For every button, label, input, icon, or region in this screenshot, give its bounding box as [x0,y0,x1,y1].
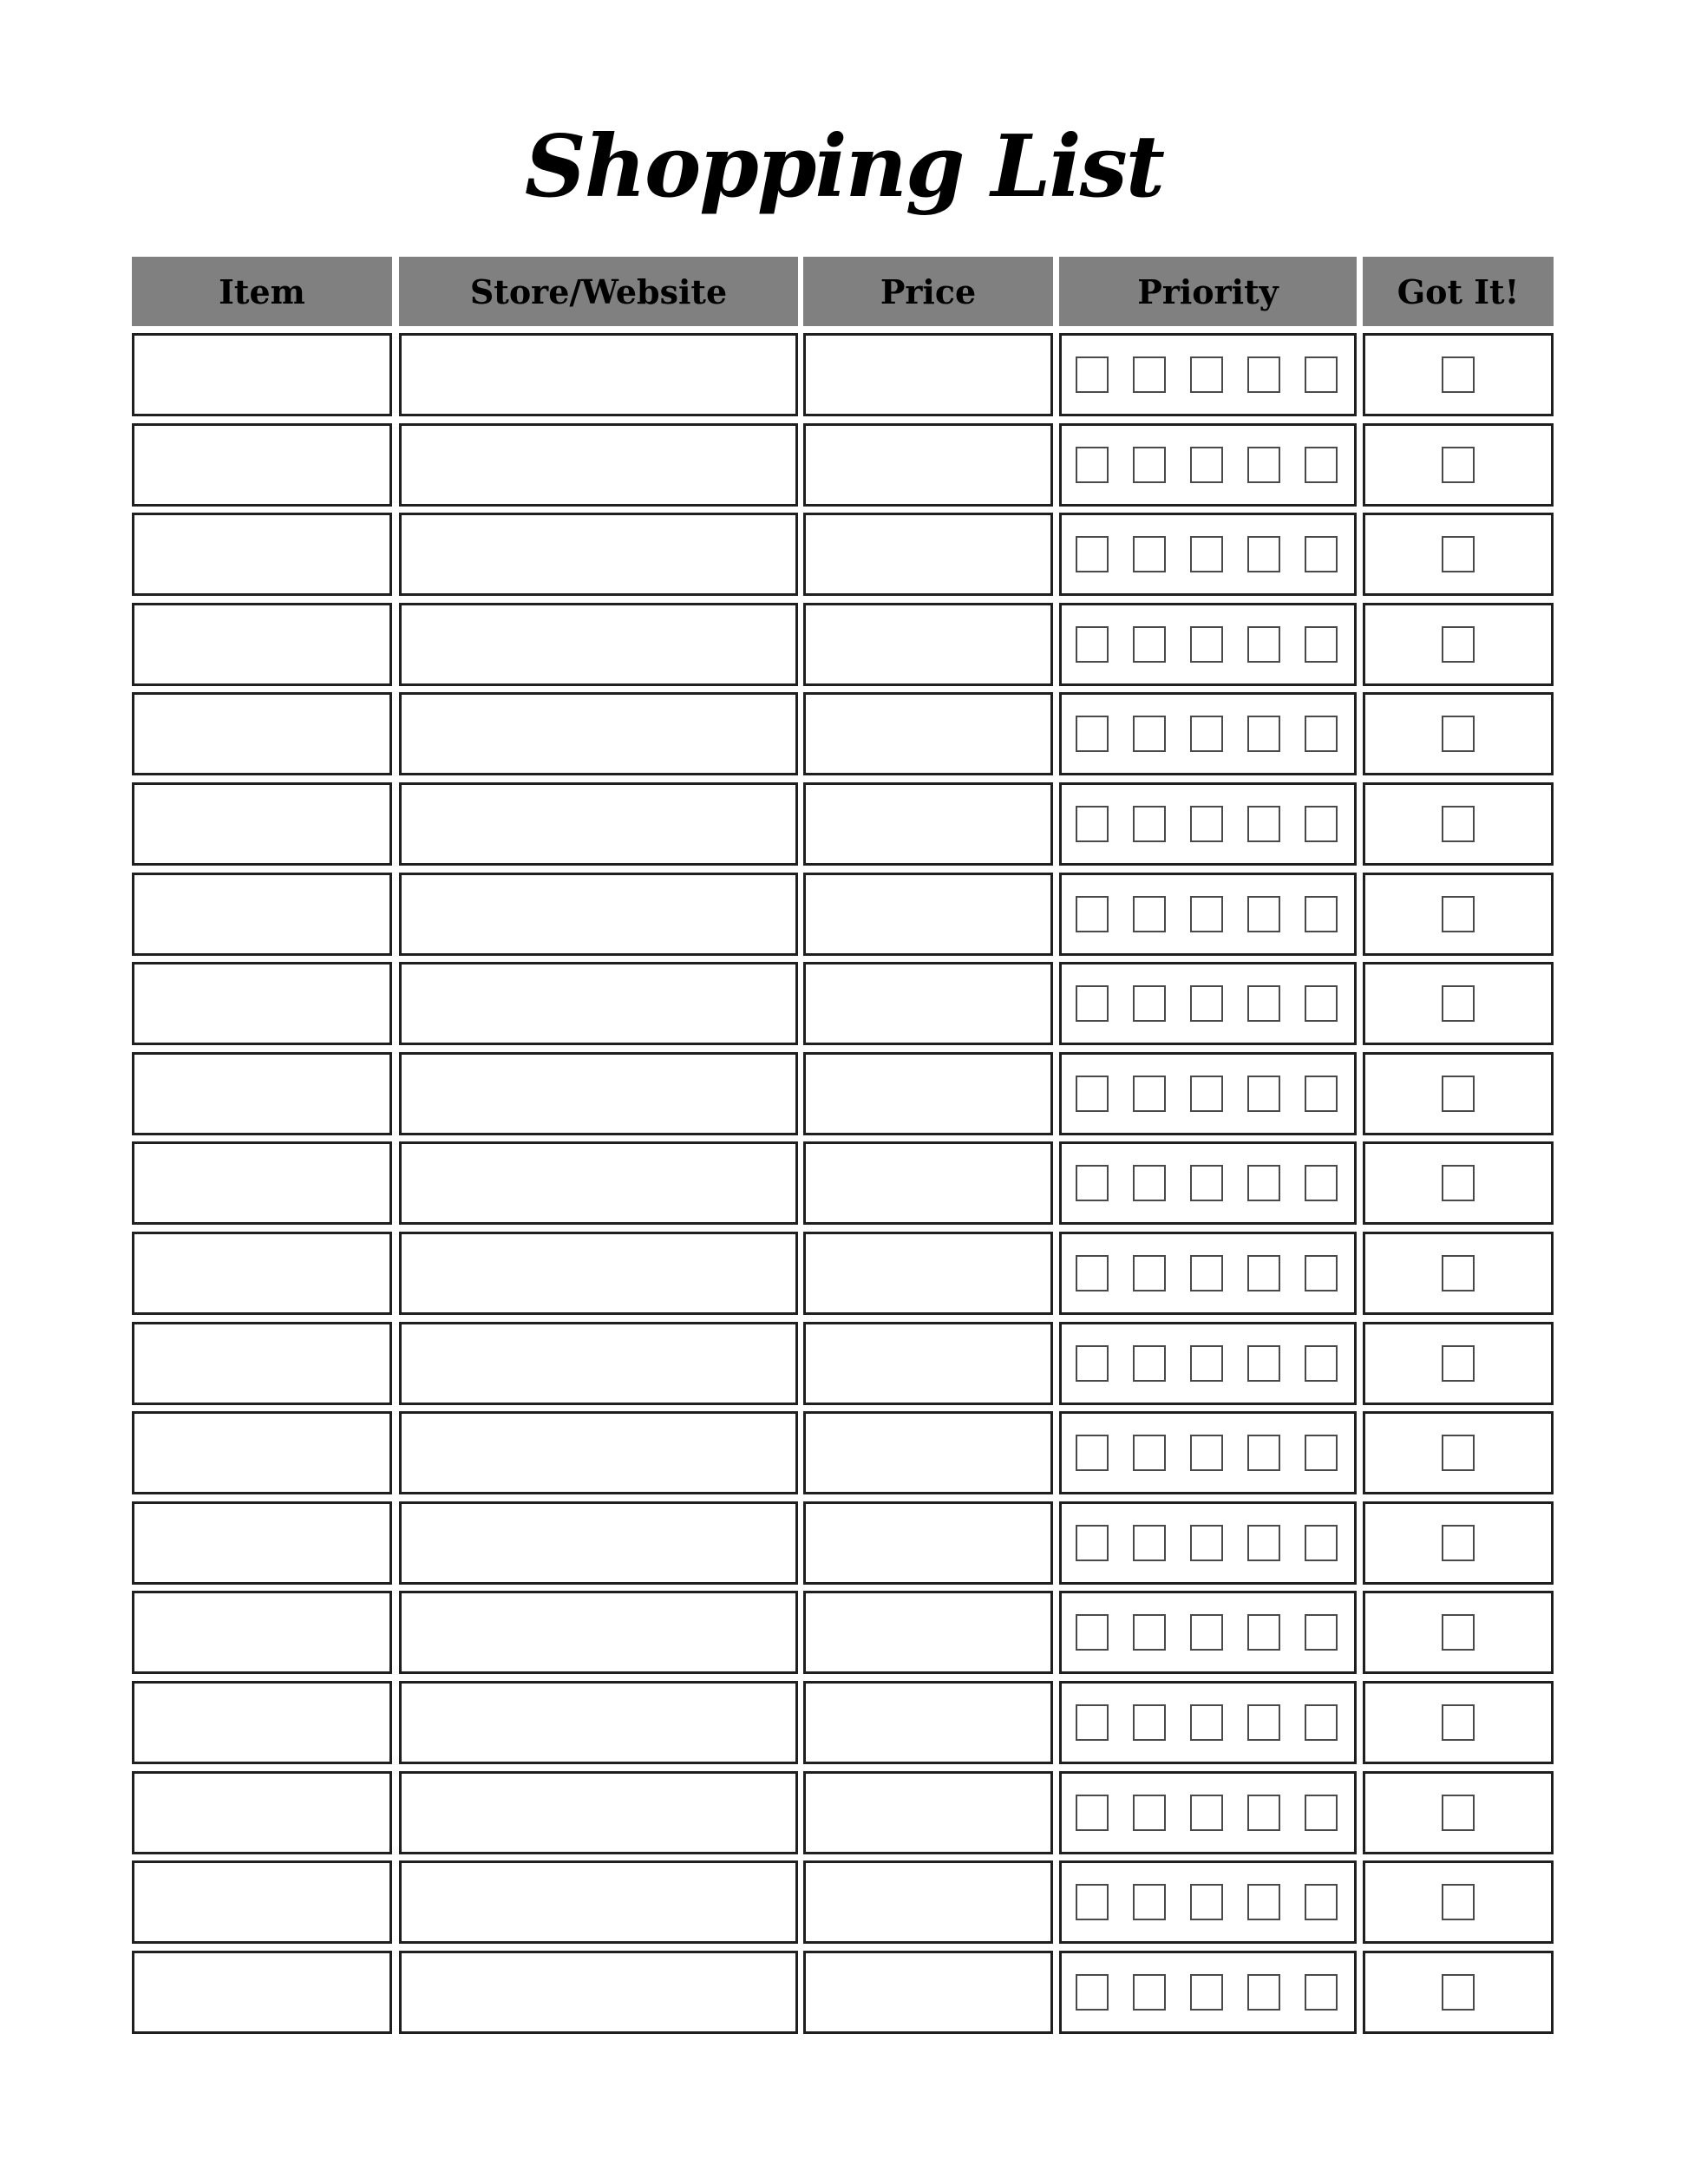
priority-checkbox[interactable] [1133,1345,1166,1382]
item-field[interactable] [132,1591,392,1674]
priority-checkbox[interactable] [1076,1704,1109,1741]
priority-checkbox[interactable] [1190,1076,1223,1112]
store-field[interactable] [399,1951,798,2034]
priority-checkbox[interactable] [1190,536,1223,572]
priority-checkbox[interactable] [1133,985,1166,1022]
item-field[interactable] [132,692,392,775]
column-header-priority: Priority [1059,257,1357,326]
got-it-cell [1363,1591,1554,1674]
store-field[interactable] [399,1591,798,1674]
price-field[interactable] [803,1141,1053,1225]
priority-checkbox[interactable] [1076,1165,1109,1201]
item-field[interactable] [132,1322,392,1405]
item-field[interactable] [132,333,392,416]
price-field[interactable] [803,333,1053,416]
priority-checkbox[interactable] [1076,806,1109,842]
price-field[interactable] [803,1771,1053,1854]
priority-checkbox[interactable] [1305,716,1338,752]
item-field[interactable] [132,782,392,866]
priority-checkbox[interactable] [1076,1076,1109,1112]
priority-cell [1059,1232,1357,1315]
priority-checkbox[interactable] [1076,985,1109,1022]
priority-checkbox[interactable] [1305,1704,1338,1741]
got-it-cell [1363,873,1554,956]
priority-checkbox[interactable] [1305,447,1338,483]
priority-cell [1059,1681,1357,1764]
price-field[interactable] [803,1681,1053,1764]
priority-checkbox[interactable] [1133,1165,1166,1201]
price-field[interactable] [803,782,1053,866]
got-it-cell [1363,1052,1554,1135]
price-field[interactable] [803,1411,1053,1494]
store-field[interactable] [399,1232,798,1315]
priority-checkbox[interactable] [1247,356,1280,393]
item-field[interactable] [132,1951,392,2034]
priority-checkbox[interactable] [1247,1525,1280,1561]
priority-cell [1059,1052,1357,1135]
priority-checkbox[interactable] [1133,626,1166,663]
priority-checkbox[interactable] [1247,626,1280,663]
priority-checkbox[interactable] [1305,896,1338,932]
priority-checkbox[interactable] [1190,1884,1223,1920]
got-it-checkbox[interactable] [1442,1165,1475,1201]
got-it-cell [1363,1681,1554,1764]
got-it-checkbox[interactable] [1442,1704,1475,1741]
priority-checkbox[interactable] [1133,896,1166,932]
got-it-checkbox[interactable] [1442,1076,1475,1112]
priority-checkbox[interactable] [1190,1795,1223,1831]
priority-checkbox[interactable] [1247,896,1280,932]
priority-checkbox[interactable] [1247,1795,1280,1831]
priority-checkbox[interactable] [1247,1704,1280,1741]
store-field[interactable] [399,692,798,775]
priority-checkbox[interactable] [1247,1345,1280,1382]
priority-checkbox[interactable] [1076,1525,1109,1561]
price-field[interactable] [803,692,1053,775]
priority-checkbox[interactable] [1133,1704,1166,1741]
priority-checkbox[interactable] [1190,985,1223,1022]
got-it-cell [1363,1141,1554,1225]
item-field[interactable] [132,513,392,596]
got-it-cell [1363,692,1554,775]
item-field[interactable] [132,873,392,956]
got-it-checkbox[interactable] [1442,1255,1475,1291]
priority-checkbox[interactable] [1247,1435,1280,1471]
priority-checkbox[interactable] [1247,1165,1280,1201]
price-field[interactable] [803,1232,1053,1315]
priority-cell [1059,423,1357,507]
priority-checkbox[interactable] [1305,356,1338,393]
priority-checkbox[interactable] [1305,1345,1338,1382]
priority-checkbox[interactable] [1076,626,1109,663]
price-field[interactable] [803,1322,1053,1405]
priority-checkbox[interactable] [1076,1255,1109,1291]
priority-checkbox[interactable] [1133,1795,1166,1831]
got-it-checkbox[interactable] [1442,806,1475,842]
got-it-cell [1363,603,1554,686]
priority-checkbox[interactable] [1133,1255,1166,1291]
priority-cell [1059,692,1357,775]
priority-checkbox[interactable] [1133,536,1166,572]
priority-checkbox[interactable] [1076,896,1109,932]
got-it-checkbox[interactable] [1442,716,1475,752]
got-it-checkbox[interactable] [1442,985,1475,1022]
priority-checkbox[interactable] [1133,1435,1166,1471]
priority-checkbox[interactable] [1305,1614,1338,1651]
got-it-cell [1363,782,1554,866]
store-field[interactable] [399,1681,798,1764]
price-field[interactable] [803,1501,1053,1585]
priority-checkbox[interactable] [1076,1974,1109,2011]
priority-cell [1059,782,1357,866]
priority-checkbox[interactable] [1305,1076,1338,1112]
page-title: Shopping List [524,117,1164,217]
got-it-checkbox[interactable] [1442,1435,1475,1471]
priority-cell [1059,962,1357,1045]
price-field[interactable] [803,1591,1053,1674]
priority-checkbox[interactable] [1133,806,1166,842]
got-it-checkbox[interactable] [1442,536,1475,572]
got-it-cell [1363,513,1554,596]
store-field[interactable] [399,873,798,956]
got-it-checkbox[interactable] [1442,1795,1475,1831]
priority-checkbox[interactable] [1190,1974,1223,2011]
priority-cell [1059,333,1357,416]
got-it-checkbox[interactable] [1442,896,1475,932]
priority-checkbox[interactable] [1190,356,1223,393]
priority-checkbox[interactable] [1247,806,1280,842]
column-header-item: Item [132,257,392,326]
priority-checkbox[interactable] [1076,1345,1109,1382]
got-it-cell [1363,1232,1554,1315]
got-it-cell [1363,1501,1554,1585]
priority-cell [1059,1141,1357,1225]
item-field[interactable] [132,1501,392,1585]
price-field[interactable] [803,1951,1053,2034]
priority-checkbox[interactable] [1076,716,1109,752]
priority-checkbox[interactable] [1076,536,1109,572]
priority-checkbox[interactable] [1247,985,1280,1022]
priority-checkbox[interactable] [1247,447,1280,483]
priority-cell [1059,1591,1357,1674]
price-field[interactable] [803,423,1053,507]
priority-checkbox[interactable] [1190,1435,1223,1471]
got-it-checkbox[interactable] [1442,626,1475,663]
priority-checkbox[interactable] [1133,716,1166,752]
column-header-store: Store/Website [399,257,798,326]
store-field[interactable] [399,1771,798,1854]
priority-checkbox[interactable] [1133,1884,1166,1920]
got-it-checkbox[interactable] [1442,447,1475,483]
priority-checkbox[interactable] [1076,447,1109,483]
got-it-checkbox[interactable] [1442,1345,1475,1382]
item-field[interactable] [132,1681,392,1764]
priority-checkbox[interactable] [1305,806,1338,842]
priority-checkbox[interactable] [1247,536,1280,572]
got-it-checkbox[interactable] [1442,1525,1475,1561]
priority-checkbox[interactable] [1305,1435,1338,1471]
priority-checkbox[interactable] [1247,1255,1280,1291]
priority-checkbox[interactable] [1133,356,1166,393]
store-field[interactable] [399,333,798,416]
item-field[interactable] [132,603,392,686]
got-it-cell [1363,1771,1554,1854]
priority-checkbox[interactable] [1247,1076,1280,1112]
priority-cell [1059,1411,1357,1494]
priority-checkbox[interactable] [1190,447,1223,483]
price-field[interactable] [803,873,1053,956]
price-field[interactable] [803,962,1053,1045]
priority-cell [1059,1501,1357,1585]
priority-cell [1059,1860,1357,1944]
priority-checkbox[interactable] [1305,1165,1338,1201]
item-field[interactable] [132,962,392,1045]
priority-checkbox[interactable] [1190,626,1223,663]
priority-cell [1059,873,1357,956]
item-field[interactable] [132,1232,392,1315]
priority-checkbox[interactable] [1076,1614,1109,1651]
priority-checkbox[interactable] [1190,716,1223,752]
store-field[interactable] [399,962,798,1045]
store-field[interactable] [399,423,798,507]
priority-checkbox[interactable] [1305,536,1338,572]
priority-cell [1059,513,1357,596]
item-field[interactable] [132,423,392,507]
priority-checkbox[interactable] [1190,1525,1223,1561]
priority-checkbox[interactable] [1247,716,1280,752]
store-field[interactable] [399,603,798,686]
store-field[interactable] [399,1860,798,1944]
priority-cell [1059,1322,1357,1405]
price-field[interactable] [803,603,1053,686]
store-field[interactable] [399,1141,798,1225]
store-field[interactable] [399,513,798,596]
got-it-cell [1363,1951,1554,2034]
item-field[interactable] [132,1411,392,1494]
priority-checkbox[interactable] [1133,1076,1166,1112]
priority-checkbox[interactable] [1190,1255,1223,1291]
got-it-checkbox[interactable] [1442,1614,1475,1651]
got-it-cell [1363,333,1554,416]
priority-cell [1059,1951,1357,2034]
store-field[interactable] [399,1501,798,1585]
priority-checkbox[interactable] [1076,356,1109,393]
priority-checkbox[interactable] [1305,985,1338,1022]
priority-checkbox[interactable] [1133,1974,1166,2011]
got-it-checkbox[interactable] [1442,1974,1475,2011]
item-field[interactable] [132,1141,392,1225]
item-field[interactable] [132,1771,392,1854]
got-it-cell [1363,1411,1554,1494]
priority-cell [1059,1771,1357,1854]
priority-checkbox[interactable] [1190,1165,1223,1201]
item-field[interactable] [132,1052,392,1135]
got-it-cell [1363,1322,1554,1405]
priority-checkbox[interactable] [1133,1525,1166,1561]
priority-checkbox[interactable] [1305,1795,1338,1831]
priority-checkbox[interactable] [1133,447,1166,483]
priority-checkbox[interactable] [1247,1614,1280,1651]
got-it-checkbox[interactable] [1442,356,1475,393]
item-field[interactable] [132,1860,392,1944]
priority-checkbox[interactable] [1190,806,1223,842]
priority-checkbox[interactable] [1076,1795,1109,1831]
got-it-checkbox[interactable] [1442,1884,1475,1920]
store-field[interactable] [399,782,798,866]
store-field[interactable] [399,1052,798,1135]
price-field[interactable] [803,1052,1053,1135]
price-field[interactable] [803,1860,1053,1944]
priority-checkbox[interactable] [1247,1974,1280,2011]
priority-checkbox[interactable] [1305,1884,1338,1920]
priority-checkbox[interactable] [1305,626,1338,663]
priority-cell [1059,603,1357,686]
priority-checkbox[interactable] [1190,1614,1223,1651]
priority-checkbox[interactable] [1305,1525,1338,1561]
priority-checkbox[interactable] [1305,1255,1338,1291]
store-field[interactable] [399,1411,798,1494]
price-field[interactable] [803,513,1053,596]
priority-checkbox[interactable] [1190,1704,1223,1741]
priority-checkbox[interactable] [1190,1345,1223,1382]
store-field[interactable] [399,1322,798,1405]
priority-checkbox[interactable] [1305,1974,1338,2011]
priority-checkbox[interactable] [1190,896,1223,932]
priority-checkbox[interactable] [1076,1435,1109,1471]
priority-checkbox[interactable] [1247,1884,1280,1920]
got-it-cell [1363,1860,1554,1944]
got-it-cell [1363,423,1554,507]
column-header-price: Price [803,257,1053,326]
priority-checkbox[interactable] [1076,1884,1109,1920]
column-header-got-it: Got It! [1363,257,1554,326]
priority-checkbox[interactable] [1133,1614,1166,1651]
got-it-cell [1363,962,1554,1045]
